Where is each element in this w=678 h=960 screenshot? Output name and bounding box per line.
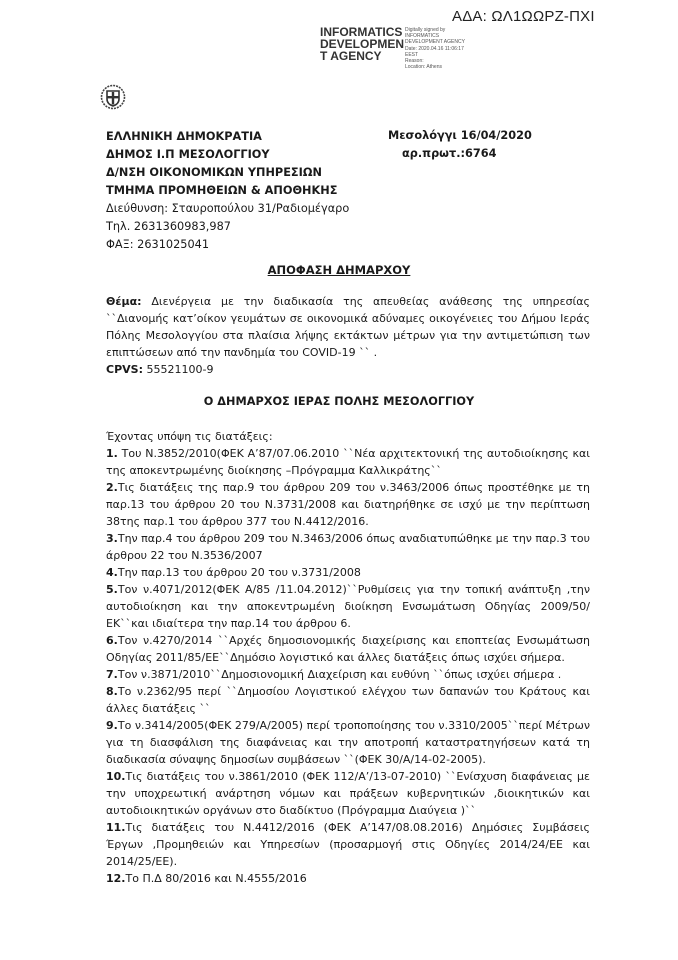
provision-number: 10. [106, 770, 126, 783]
provision-number: 5. [106, 583, 118, 596]
place-date: Μεσολόγγι 16/04/2020 [388, 129, 532, 142]
intro-text: Έχοντας υπόψη τις διατάξεις: [106, 430, 273, 443]
provision-text: Του Ν.3852/2010(ΦΕΚ Α’87/07.06.2010 ``Νέα αρχιτεκτονική της αυτοδιοίκησης και της αποκεντρωμένης διοίκησης –Πρόγραμμα Καλλικράτης`` [106, 447, 590, 477]
provision-text: Το Π.Δ 80/2016 και Ν.4555/2016 [125, 872, 307, 885]
provision-item [106, 666, 590, 683]
provision-text: Την παρ.13 του άρθρου 20 του ν.3731/2008 [117, 566, 361, 579]
provision-item [106, 717, 590, 768]
provision-text: Το ν.3414/2005(ΦΕΚ 279/Α/2005) περί τροποποίησης του ν.3310/2005``περί Μέτρων για τη διασφάλιση της διαφάνειας και την αποτροπή καταστρατηγήσεων κατά τη διαδικασία σύναψης δημοσίων συμβάσεων ``(ΦΕΚ 30/Α/14-02-2005). [106, 719, 590, 766]
provision-text: Τις διατάξεις της παρ.9 του άρθρου 209 του ν.3463/2006 όπως προστέθηκε με τη παρ.13 του άρθρου 20 του Ν.3731/2008 και διατηρήθηκε σε ισχύ με την περίπτωση 38της παρ.1 του άρθρου 377 του Ν.4412/2016. [106, 481, 590, 528]
provision-item [106, 819, 590, 870]
phone: Τηλ. 2631360983,987 [106, 220, 231, 233]
provision-item [106, 581, 590, 632]
provision-text: Το ν.2362/95 περί ``Δημοσίου Λογιστικού ελέγχου των δαπανών του Κράτους και άλλες διατάξεις `` [106, 685, 590, 715]
provision-item [106, 870, 590, 887]
subject-text: Διενέργεια με την διαδικασία της απευθείας ανάθεσης της υπηρεσίας ``Διανομής κατ’οίκον γευμάτων σε οικονομικά αδύναμες οικογένειες του Δήμου Ιεράς Πόλης Μεσολογγίου στα πλαίσια λήψης εκτάκτων μέτρων για την αντιμετώπιση των επιπτώσεων από την πανδημία του COVID-19 `` . [106, 295, 590, 359]
subject-label: Θέμα: [106, 295, 142, 308]
provision-number: 12. [106, 872, 126, 885]
protocol-number: αρ.πρωτ.:6764 [402, 147, 497, 160]
address: Διεύθυνση: Σταυροπούλου 31/Ραδιομέγαρο [106, 202, 350, 215]
signature-line: DEVELOPMENT AGENCY [405, 39, 465, 46]
digital-signature-info [405, 27, 465, 70]
provision-text: Τον ν.4270/2014 ``Αρχές δημοσιονομικής διαχείρισης και εποπτείας Ενσωμάτωση Οδηγίας 2011/85/ΕΕ``Δημόσιο λογιστικό και άλλες διατάξεις όπως ισχύει σήμερα. [106, 634, 590, 664]
signature-line: Reason: [405, 58, 424, 65]
subject [106, 293, 590, 361]
provision-text: Τις διατάξεις του ν.3861/2010 (ΦΕΚ 112/Α’/13-07-2010) ``Ενίσχυση διαφάνειας με την υποχρεωτική ανάρτηση νόμων και πράξεων κυβερνητικών ,διοικητικών και αυτοδιοικητικών οργάνων στο διαδίκτυο (Πρόγραμμα Διαύγεια )`` [106, 770, 590, 817]
signature-line: Date: 2020.04.16 11:06:17 [405, 45, 464, 52]
issuer-line: Δ/ΝΣΗ ΟΙΚΟΝΟΜΙΚΩΝ ΥΠΗΡΕΣΙΩΝ [106, 166, 322, 179]
signature-line: Digitally signed by [405, 27, 446, 33]
provision-number: 1. [106, 447, 118, 460]
ada-code: ΑΔΑ: ΩΛ1ΩΩΡΖ-ΠΧΙ [452, 8, 595, 25]
provision-number: 9. [106, 719, 118, 732]
signer-organization: INFORMATICS DEVELOPMEN T AGENCY [320, 25, 405, 63]
provision-number: 6. [106, 634, 118, 647]
cpvs-value: 55521100-9 [142, 363, 214, 376]
provision-number: 8. [106, 685, 118, 698]
fax: ΦΑΞ: 2631025041 [106, 238, 210, 251]
provision-number: 2. [106, 481, 118, 494]
provision-item [106, 530, 590, 564]
signature-line: EEST [405, 51, 419, 58]
provision-text: Την παρ.4 του άρθρου 209 του Ν.3463/2006 όπως αναδιατυπώθηκε με την παρ.3 του άρθρου 22 του Ν.3536/2007 [106, 532, 590, 562]
provision-number: 7. [106, 668, 118, 681]
mayor-heading: Ο ΔΗΜΑΡΧΟΣ ΙΕΡΑΣ ΠΟΛΗΣ ΜΕΣΟΛΟΓΓΙΟΥ [203, 395, 475, 408]
provision-number: 4. [106, 566, 118, 579]
provisions-list [106, 445, 590, 887]
cpvs-code [106, 361, 590, 378]
provision-text: Τις διατάξεις του Ν.4412/2016 (ΦΕΚ Α’147/08.08.2016) Δημόσιες Συμβάσεις Έργων ,Προμηθειών και Υπηρεσίων (προσαρμογή στις Οδηγίες 2014/24/ΕΕ και 2014/25/ΕΕ). [106, 821, 590, 868]
provision-text: Τον ν.4071/2012(ΦΕΚ Α/85 /11.04.2012)``Ρυθμίσεις για την τοπική ανάπτυξη ,την αυτοδιοίκηση και την αποκεντρωμένη διοίκηση Ενσωμάτωση Οδηγίας 2009/50/ΕΚ``και ιδιαίτερα την παρ.14 του άρθρου 6. [106, 583, 590, 630]
provision-item [106, 564, 590, 581]
provision-number: 3. [106, 532, 118, 545]
document-title: ΑΠΟΦΑΣΗ ΔΗΜΑΡΧΟΥ [267, 263, 411, 277]
provision-number: 11. [106, 821, 126, 834]
signature-line: INFORMATICS [405, 33, 440, 40]
issuer-line: ΕΛΛΗΝΙΚΗ ΔΗΜΟΚΡΑΤΙΑ [106, 130, 262, 143]
provision-item [106, 632, 590, 666]
provision-item [106, 479, 590, 530]
provision-item [106, 768, 590, 819]
signature-line: Location: Athens [405, 64, 442, 71]
issuer-line: ΤΜΗΜΑ ΠΡΟΜΗΘΕΙΩΝ & ΑΠΟΘΗΚΗΣ [106, 184, 338, 197]
provision-text: Τον ν.3871/2010``Δημοσιονομική Διαχείριση και ευθύνη ``όπως ισχύει σήμερα . [117, 668, 562, 681]
issuer-block [106, 128, 349, 254]
cpvs-label: CPVS: [106, 363, 143, 376]
greek-coat-of-arms-icon [100, 84, 126, 110]
provision-item [106, 683, 590, 717]
date-protocol-block [388, 127, 532, 163]
issuer-line: ΔΗΜΟΣ Ι.Π ΜΕΣΟΛΟΓΓΙΟΥ [106, 148, 270, 161]
provision-item [106, 445, 590, 479]
